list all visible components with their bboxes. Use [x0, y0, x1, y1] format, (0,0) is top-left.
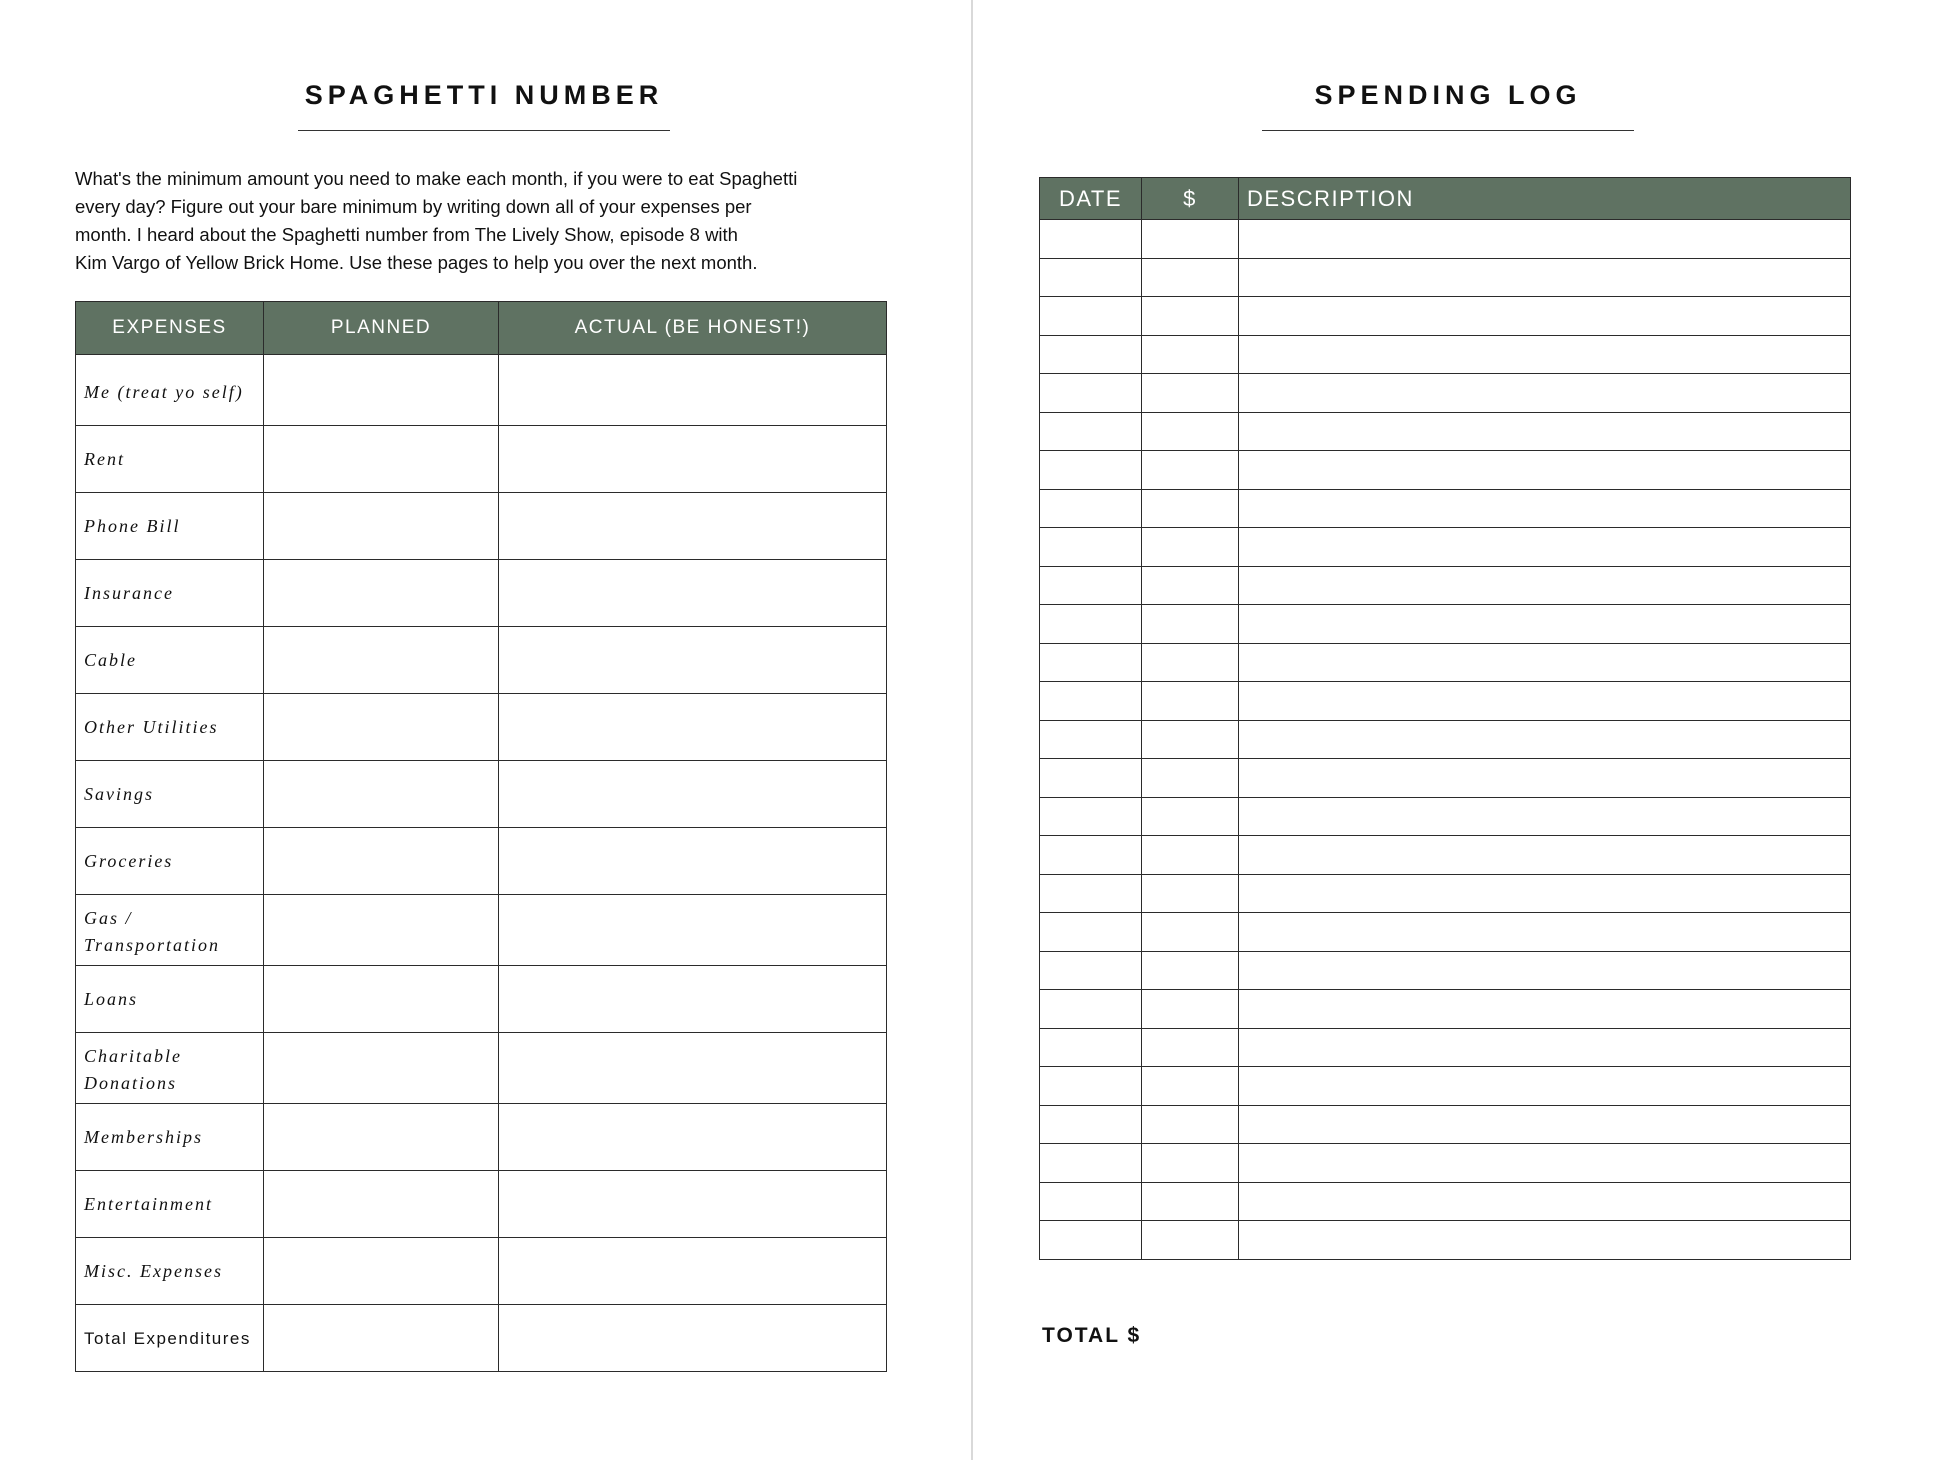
expense-row: [76, 966, 887, 1033]
actual-cell[interactable]: [499, 426, 887, 493]
description-cell[interactable]: [1239, 297, 1851, 336]
amount-cell[interactable]: [1142, 297, 1239, 336]
date-cell[interactable]: [1040, 1028, 1142, 1067]
expense-row: [76, 560, 887, 627]
expense-label: Other Utilities: [76, 694, 264, 761]
expense-label: Me (treat yo self): [76, 355, 264, 426]
log-row: [1040, 1105, 1851, 1144]
amount-cell[interactable]: [1142, 605, 1239, 644]
amount-cell[interactable]: [1142, 566, 1239, 605]
amount-cell[interactable]: [1142, 1067, 1239, 1106]
description-cell[interactable]: [1239, 836, 1851, 875]
log-row: [1040, 643, 1851, 682]
amount-cell[interactable]: [1142, 1105, 1239, 1144]
log-row: [1040, 297, 1851, 336]
planned-cell[interactable]: [264, 1033, 499, 1104]
log-row: [1040, 451, 1851, 490]
description-cell[interactable]: [1239, 451, 1851, 490]
log-row: [1040, 258, 1851, 297]
actual-cell[interactable]: [499, 560, 887, 627]
description-cell[interactable]: [1239, 1028, 1851, 1067]
planned-cell[interactable]: [264, 493, 499, 560]
description-cell[interactable]: [1239, 913, 1851, 952]
log-row: [1040, 951, 1851, 990]
log-row: [1040, 759, 1851, 798]
amount-cell[interactable]: [1142, 759, 1239, 798]
planned-cell[interactable]: [264, 1238, 499, 1305]
expense-row: [76, 355, 887, 426]
log-row: [1040, 874, 1851, 913]
amount-cell[interactable]: [1142, 451, 1239, 490]
description-cell[interactable]: [1239, 874, 1851, 913]
log-row: [1040, 335, 1851, 374]
log-row: [1040, 836, 1851, 875]
description-cell[interactable]: [1239, 1221, 1851, 1260]
actual-cell[interactable]: [499, 694, 887, 761]
planned-cell[interactable]: [264, 1305, 499, 1372]
expense-row: [76, 426, 887, 493]
actual-cell[interactable]: [499, 1171, 887, 1238]
date-cell[interactable]: [1040, 335, 1142, 374]
actual-cell[interactable]: [499, 761, 887, 828]
expense-row: [76, 895, 887, 966]
log-row: [1040, 220, 1851, 259]
date-cell[interactable]: [1040, 643, 1142, 682]
actual-cell[interactable]: [499, 1305, 887, 1372]
description-cell[interactable]: [1239, 990, 1851, 1029]
log-row: [1040, 797, 1851, 836]
log-row: [1040, 489, 1851, 528]
header-amount: $: [1142, 178, 1239, 220]
expense-row: [76, 493, 887, 560]
expense-row: [76, 694, 887, 761]
description-cell[interactable]: [1239, 720, 1851, 759]
description-cell[interactable]: [1239, 528, 1851, 567]
description-cell[interactable]: [1239, 489, 1851, 528]
log-row: [1040, 720, 1851, 759]
description-cell[interactable]: [1239, 682, 1851, 721]
actual-cell[interactable]: [499, 966, 887, 1033]
date-cell[interactable]: [1040, 682, 1142, 721]
expense-label: Rent: [76, 426, 264, 493]
date-cell[interactable]: [1040, 990, 1142, 1029]
amount-cell[interactable]: [1142, 528, 1239, 567]
expense-label: Phone Bill: [76, 493, 264, 560]
expense-row: [76, 1238, 887, 1305]
expense-label: Entertainment: [76, 1171, 264, 1238]
amount-cell[interactable]: [1142, 990, 1239, 1029]
amount-cell[interactable]: [1142, 1221, 1239, 1260]
amount-cell[interactable]: [1142, 220, 1239, 259]
description-cell[interactable]: [1239, 1067, 1851, 1106]
description-cell[interactable]: [1239, 605, 1851, 644]
amount-cell[interactable]: [1142, 374, 1239, 413]
description-cell[interactable]: [1239, 335, 1851, 374]
description-cell[interactable]: [1239, 1144, 1851, 1183]
planned-cell[interactable]: [264, 1171, 499, 1238]
description-cell[interactable]: [1239, 258, 1851, 297]
expense-label: Savings: [76, 761, 264, 828]
expense-row: [76, 828, 887, 895]
date-cell[interactable]: [1040, 913, 1142, 952]
description-cell[interactable]: [1239, 1105, 1851, 1144]
actual-cell[interactable]: [499, 1238, 887, 1305]
header-actual: ACTUAL (BE HONEST!): [499, 302, 887, 355]
description-cell[interactable]: [1239, 759, 1851, 798]
log-row: [1040, 913, 1851, 952]
date-cell[interactable]: [1040, 1067, 1142, 1106]
log-row: [1040, 374, 1851, 413]
date-cell[interactable]: [1040, 720, 1142, 759]
planned-cell[interactable]: [264, 426, 499, 493]
description-cell[interactable]: [1239, 374, 1851, 413]
actual-cell[interactable]: [499, 355, 887, 426]
actual-cell[interactable]: [499, 1104, 887, 1171]
amount-cell[interactable]: [1142, 489, 1239, 528]
date-cell[interactable]: [1040, 605, 1142, 644]
log-row: [1040, 605, 1851, 644]
actual-cell[interactable]: [499, 493, 887, 560]
spending-log-title: SPENDING LOG: [1314, 80, 1582, 110]
intro-line: What's the minimum amount you need to make each month, if you were to eat Spaghetti: [75, 168, 798, 189]
amount-cell[interactable]: [1142, 335, 1239, 374]
actual-cell[interactable]: [499, 627, 887, 694]
planned-cell[interactable]: [264, 560, 499, 627]
expense-row: [76, 761, 887, 828]
intro-line: Kim Vargo of Yellow Brick Home. Use these pages to help you over the next month.: [75, 252, 758, 273]
expenses-header-row: [76, 302, 887, 355]
amount-cell[interactable]: [1142, 643, 1239, 682]
header-planned: PLANNED: [264, 302, 499, 355]
expense-row: [76, 1305, 887, 1372]
log-row: [1040, 1182, 1851, 1221]
date-cell[interactable]: [1040, 528, 1142, 567]
amount-cell[interactable]: [1142, 682, 1239, 721]
amount-cell[interactable]: [1142, 874, 1239, 913]
header-expenses: EXPENSES: [76, 302, 264, 355]
description-cell[interactable]: [1239, 412, 1851, 451]
description-cell[interactable]: [1239, 643, 1851, 682]
date-cell[interactable]: [1040, 297, 1142, 336]
amount-cell[interactable]: [1142, 1182, 1239, 1221]
actual-cell[interactable]: [499, 1033, 887, 1104]
title-underline: [1262, 130, 1634, 131]
expense-label: Total Expenditures: [76, 1305, 264, 1372]
planned-cell[interactable]: [264, 828, 499, 895]
date-cell[interactable]: [1040, 836, 1142, 875]
header-date: DATE: [1040, 178, 1142, 220]
log-row: [1040, 566, 1851, 605]
date-cell[interactable]: [1040, 489, 1142, 528]
date-cell[interactable]: [1040, 759, 1142, 798]
page-divider: [971, 0, 973, 1460]
log-header-row: [1040, 178, 1851, 220]
amount-cell[interactable]: [1142, 1144, 1239, 1183]
expense-row: [76, 1033, 887, 1104]
amount-cell[interactable]: [1142, 951, 1239, 990]
amount-cell[interactable]: [1142, 913, 1239, 952]
amount-cell[interactable]: [1142, 797, 1239, 836]
expense-row: [76, 1171, 887, 1238]
log-row: [1040, 1144, 1851, 1183]
title-underline: [298, 130, 670, 131]
planned-cell[interactable]: [264, 966, 499, 1033]
amount-cell[interactable]: [1142, 720, 1239, 759]
expense-label: Memberships: [76, 1104, 264, 1171]
planned-cell[interactable]: [264, 895, 499, 966]
amount-cell[interactable]: [1142, 258, 1239, 297]
description-cell[interactable]: [1239, 1182, 1851, 1221]
intro-line: month. I heard about the Spaghetti number from The Lively Show, episode 8 with: [75, 224, 738, 245]
expense-label: Charitable Donations: [76, 1033, 264, 1104]
expense-label: Gas / Transportation: [76, 895, 264, 966]
date-cell[interactable]: [1040, 412, 1142, 451]
expense-label: Loans: [76, 966, 264, 1033]
date-cell[interactable]: [1040, 1221, 1142, 1260]
date-cell[interactable]: [1040, 451, 1142, 490]
date-cell[interactable]: [1040, 258, 1142, 297]
description-cell[interactable]: [1239, 220, 1851, 259]
expense-label: Groceries: [76, 828, 264, 895]
spaghetti-number-title: SPAGHETTI NUMBER: [304, 80, 664, 110]
date-cell[interactable]: [1040, 566, 1142, 605]
expense-label: Misc. Expenses: [76, 1238, 264, 1305]
planned-cell[interactable]: [264, 1104, 499, 1171]
expense-label: Insurance: [76, 560, 264, 627]
planned-cell[interactable]: [264, 355, 499, 426]
log-row: [1040, 412, 1851, 451]
date-cell[interactable]: [1040, 797, 1142, 836]
date-cell[interactable]: [1040, 874, 1142, 913]
intro-paragraph: [75, 165, 895, 277]
log-row: [1040, 1067, 1851, 1106]
date-cell[interactable]: [1040, 951, 1142, 990]
expenses-table: [75, 301, 887, 1372]
description-cell[interactable]: [1239, 566, 1851, 605]
expense-row: [76, 627, 887, 694]
log-row: [1040, 990, 1851, 1029]
date-cell[interactable]: [1040, 220, 1142, 259]
date-cell[interactable]: [1040, 374, 1142, 413]
log-row: [1040, 528, 1851, 567]
expense-label: Cable: [76, 627, 264, 694]
header-description: DESCRIPTION: [1239, 178, 1851, 220]
amount-cell[interactable]: [1142, 412, 1239, 451]
total-label: TOTAL $: [1042, 1324, 1142, 1347]
log-row: [1040, 1221, 1851, 1260]
log-row: [1040, 682, 1851, 721]
actual-cell[interactable]: [499, 895, 887, 966]
date-cell[interactable]: [1040, 1182, 1142, 1221]
planned-cell[interactable]: [264, 761, 499, 828]
log-row: [1040, 1028, 1851, 1067]
expense-row: [76, 1104, 887, 1171]
spending-log-table: [1039, 177, 1851, 1260]
date-cell[interactable]: [1040, 1144, 1142, 1183]
description-cell[interactable]: [1239, 797, 1851, 836]
date-cell[interactable]: [1040, 1105, 1142, 1144]
amount-cell[interactable]: [1142, 1028, 1239, 1067]
intro-line: every day? Figure out your bare minimum by writing down all of your expenses per: [75, 196, 752, 217]
planned-cell[interactable]: [264, 627, 499, 694]
amount-cell[interactable]: [1142, 836, 1239, 875]
description-cell[interactable]: [1239, 951, 1851, 990]
planned-cell[interactable]: [264, 694, 499, 761]
actual-cell[interactable]: [499, 828, 887, 895]
